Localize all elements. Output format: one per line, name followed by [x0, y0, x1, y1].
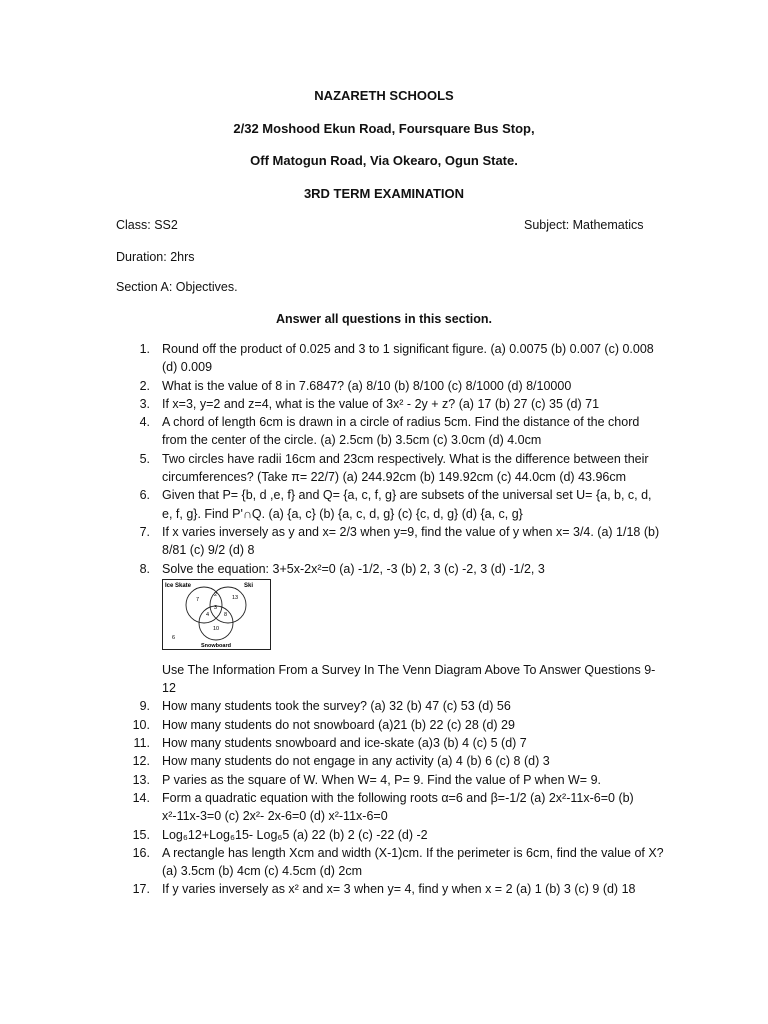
address-line-2: Off Matogun Road, Via Okearo, Ogun State.	[250, 153, 518, 168]
question-item: 7. If x varies inversely as y and x= 2/3 when y=9, find the value of y when x= 3/4. (a) 1/18 (b) 8/81 (c) 9/2 (d) 8	[139, 524, 660, 558]
question-list	[130, 340, 665, 899]
venn-value-snow-only: 10	[213, 625, 220, 632]
venn-label-snowboard: Snowboard	[201, 642, 231, 649]
venn-value-ski-only: 13	[232, 594, 239, 601]
venn-diagram	[162, 579, 272, 651]
venn-value-ice-ski: 2	[214, 591, 218, 598]
venn-value-ice-only: 7	[196, 596, 200, 603]
venn-universe-box	[163, 579, 271, 649]
question-item: 12. How many students do not engage in any activity (a) 4 (b) 6 (c) 8 (d) 3	[132, 754, 550, 769]
question-item: 3. If x=3, y=2 and z=4, what is the value of 3x² - 2y + z? (a) 17 (b) 27 (c) 35 (d) 71	[139, 396, 600, 411]
venn-value-outside: 6	[172, 634, 176, 641]
venn-diagram-container	[130, 579, 665, 661]
question-item: 16. A rectangle has length Xcm and width (X-1)cm. If the perimeter is 6cm, find the value of X? (a) 3.5cm (b) 4cm (c) 4.5cm (d) 2cm	[132, 845, 664, 879]
duration-label: Duration: 2hrs	[116, 250, 195, 264]
venn-value-ice-snow: 4	[206, 611, 210, 618]
question-item: 17. If y varies inversely as x² and x= 3 when y= 4, find y when x = 2 (a) 1 (b) 3 (c) 9 (d) 18	[132, 882, 636, 897]
question-item: 10. How many students do not snowboard (a)21 (b) 22 (c) 28 (d) 29	[132, 717, 515, 732]
school-name: NAZARETH SCHOOLS	[314, 88, 454, 103]
venn-label-ice-skate: Ice Skate	[165, 582, 192, 589]
venn-value-ski-snow: 8	[224, 611, 228, 618]
venn-instruction: Use The Information From a Survey In The Venn Diagram Above To Answer Questions 9- 12	[162, 662, 656, 696]
venn-label-ski: Ski	[244, 582, 254, 589]
exam-title: 3RD TERM EXAMINATION	[303, 186, 465, 201]
question-item: 1. Round off the product of 0.025 and 3 to 1 significant figure. (a) 0.0075 (b) 0.007 (c) 0.008 (d) 0.009	[139, 342, 654, 375]
section-label: Section A: Objectives.	[116, 280, 238, 294]
address-line-1: 2/32 Moshood Ekun Road, Foursquare Bus Stop,	[233, 121, 535, 136]
question-item: 9. How many students took the survey? (a) 32 (b) 47 (c) 53 (d) 56	[139, 699, 511, 714]
question-item: 2. What is the value of 8 in 7.6847? (a) 8/10 (b) 8/100 (c) 8/1000 (d) 8/10000	[139, 378, 572, 393]
class-label: Class: SS2	[116, 218, 178, 232]
question-item: 14. Form a quadratic equation with the following roots α=6 and β=-1/2 (a) 2x²-11x-6=0 (b) x²-11x-3=0 (c) 2x²- 2x-6=0 (d) x²-11x-6=0	[132, 790, 634, 824]
subject-label: Subject: Mathematics	[524, 218, 644, 232]
question-item: 5. Two circles have radii 16cm and 23cm respectively. What is the difference between their circumferences? (Take π= 22/7) (a) 244.92cm (b) 149.92cm (c) 44.0cm (d) 43.96cm	[139, 451, 649, 485]
venn-value-all: 3	[214, 604, 218, 611]
question-item: 15. Log₆12+Log₆15- Log₆5 (a) 22 (b) 2 (c) -22 (d) -2	[132, 827, 428, 842]
question-item: 11. How many students snowboard and ice-skate (a)3 (b) 4 (c) 5 (d) 7	[133, 736, 527, 751]
question-item: 13. P varies as the square of W. When W= 4, P= 9. Find the value of P when W= 9.	[132, 772, 602, 787]
question-item: 8. Solve the equation: 3+5x-2x²=0 (a) -1/2, -3 (b) 2, 3 (c) -2, 3 (d) -1/2, 3	[139, 561, 545, 576]
instruction: Answer all questions in this section.	[275, 312, 492, 326]
question-item: 4. A chord of length 6cm is drawn in a circle of radius 5cm. Find the distance of the chord from the center of the circle. (a) 2.5cm (b) 3.5cm (c) 3.0cm (d) 4.0cm	[139, 415, 640, 448]
question-item: 6. Given that P= {b, d ,e, f} and Q= {a, c, f, g} are subsets of the universal set U= {a, b, c, d, e, f, g}. Find P'∩Q. (a) {a, c} (b) {a, c, d, g} (c) {c, d, g} (d) {a, c, g}	[139, 488, 652, 521]
